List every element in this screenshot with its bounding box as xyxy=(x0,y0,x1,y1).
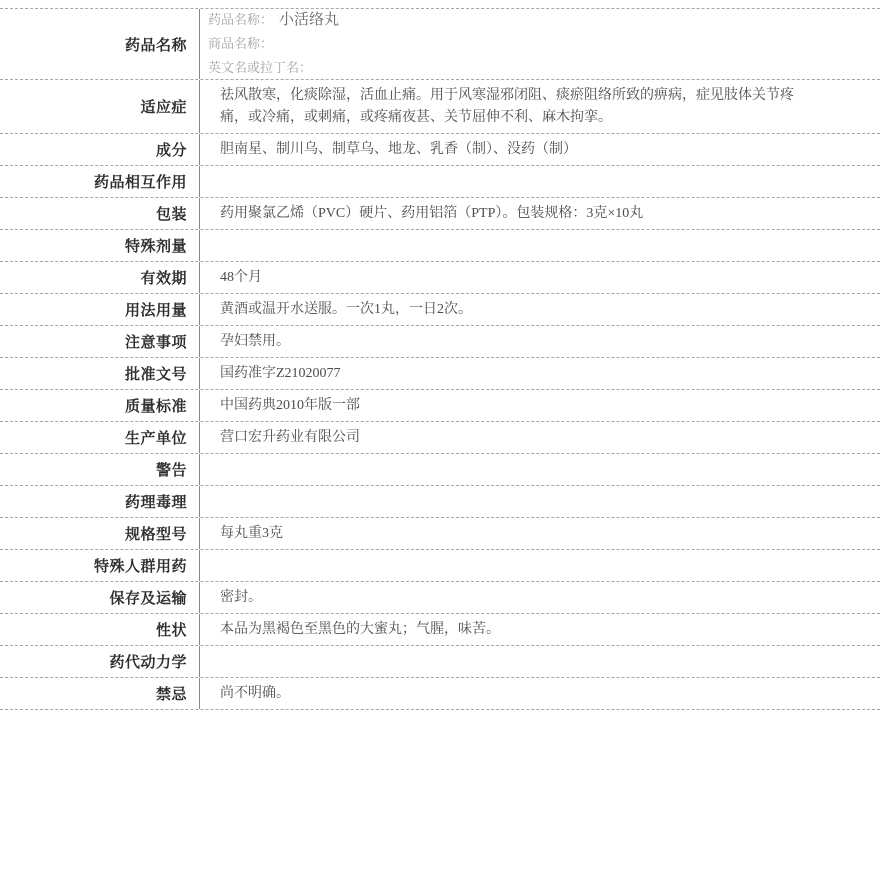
table-row-precautions xyxy=(0,326,880,358)
table-row-dosage-usage xyxy=(0,294,880,326)
table-row-drug-name xyxy=(0,9,880,80)
row-label: 质量标准 xyxy=(0,390,200,421)
row-label: 有效期 xyxy=(0,262,200,293)
row-value xyxy=(200,646,880,677)
row-value: 密封。 xyxy=(220,589,262,605)
table-row-special-populations xyxy=(0,550,880,582)
row-value: 黄酒或温开水送服。一次1丸，一日2次。 xyxy=(220,301,472,317)
row-value: 营口宏升药业有限公司 xyxy=(220,429,360,445)
row-label: 警告 xyxy=(0,454,200,485)
row-label: 禁忌 xyxy=(0,678,200,709)
field-key: 药品名称： xyxy=(208,12,274,27)
field-key: 商品名称： xyxy=(208,36,274,51)
table-row-contraindications xyxy=(0,678,880,710)
row-label: 生产单位 xyxy=(0,422,200,453)
row-label: 药品相互作用 xyxy=(0,166,200,197)
table-row-drug-interactions xyxy=(0,166,880,198)
row-label: 注意事项 xyxy=(0,326,200,357)
row-label: 成分 xyxy=(0,134,200,165)
row-label: 包装 xyxy=(0,198,200,229)
table-row-specification xyxy=(0,518,880,550)
table-row-packaging xyxy=(0,198,880,230)
row-label: 性状 xyxy=(0,614,200,645)
row-value: 尚不明确。 xyxy=(220,685,290,701)
table-row-pharmacology-toxicology xyxy=(0,486,880,518)
row-label: 适应症 xyxy=(0,80,200,133)
row-value: 中国药典2010年版一部 xyxy=(220,397,360,413)
table-row-quality-standard xyxy=(0,390,880,422)
field-key: 英文名或拉丁名： xyxy=(208,60,313,75)
drug-name-field xyxy=(208,8,339,32)
field-value: 小活络丸 xyxy=(279,12,340,28)
row-label: 特殊人群用药 xyxy=(0,550,200,581)
trade-name-field xyxy=(208,32,279,56)
row-value: 胆南星、制川乌、制草乌、地龙、乳香（制）、没药（制） xyxy=(220,141,577,157)
row-value: 48个月 xyxy=(220,269,262,285)
table-row-shelf-life xyxy=(0,262,880,294)
table-row-description xyxy=(0,614,880,646)
row-value xyxy=(200,550,880,581)
row-value: 本品为黑褐色至黑色的大蜜丸；气腥，味苦。 xyxy=(220,621,500,637)
table-row-storage-transport xyxy=(0,582,880,614)
row-label: 特殊剂量 xyxy=(0,230,200,261)
drug-info-table xyxy=(0,8,880,710)
table-row-warning xyxy=(0,454,880,486)
table-row-approval-number xyxy=(0,358,880,390)
table-row-manufacturer xyxy=(0,422,880,454)
row-label: 药代动力学 xyxy=(0,646,200,677)
row-value xyxy=(200,166,880,197)
table-row-indications xyxy=(0,80,880,134)
table-row-pharmacokinetics xyxy=(0,646,880,678)
table-row-ingredients xyxy=(0,134,880,166)
row-value: 孕妇禁用。 xyxy=(220,333,290,349)
row-value xyxy=(200,9,880,79)
row-label: 药品名称 xyxy=(0,9,200,79)
row-value: 药用聚氯乙烯（PVC）硬片、药用铝箔（PTP）。包装规格：3克×10丸 xyxy=(220,205,644,221)
row-label: 药理毒理 xyxy=(0,486,200,517)
row-label: 批准文号 xyxy=(0,358,200,389)
row-value: 每丸重3克 xyxy=(220,525,283,541)
row-value xyxy=(200,486,880,517)
row-label: 用法用量 xyxy=(0,294,200,325)
english-name-field xyxy=(208,56,318,80)
row-value: 祛风散寒，化痰除湿，活血止痛。用于风寒湿邪闭阻、痰瘀阻络所致的痹病，症见肢体关节疼痛，或冷痛，或刺痛，或疼痛夜甚、关节屈伸不利、麻木拘挛。 xyxy=(220,87,794,125)
row-label: 保存及运输 xyxy=(0,582,200,613)
row-label: 规格型号 xyxy=(0,518,200,549)
row-value xyxy=(200,454,880,485)
row-value: 国药准字Z21020077 xyxy=(220,365,341,381)
table-row-special-dosage xyxy=(0,230,880,262)
row-value xyxy=(200,230,880,261)
